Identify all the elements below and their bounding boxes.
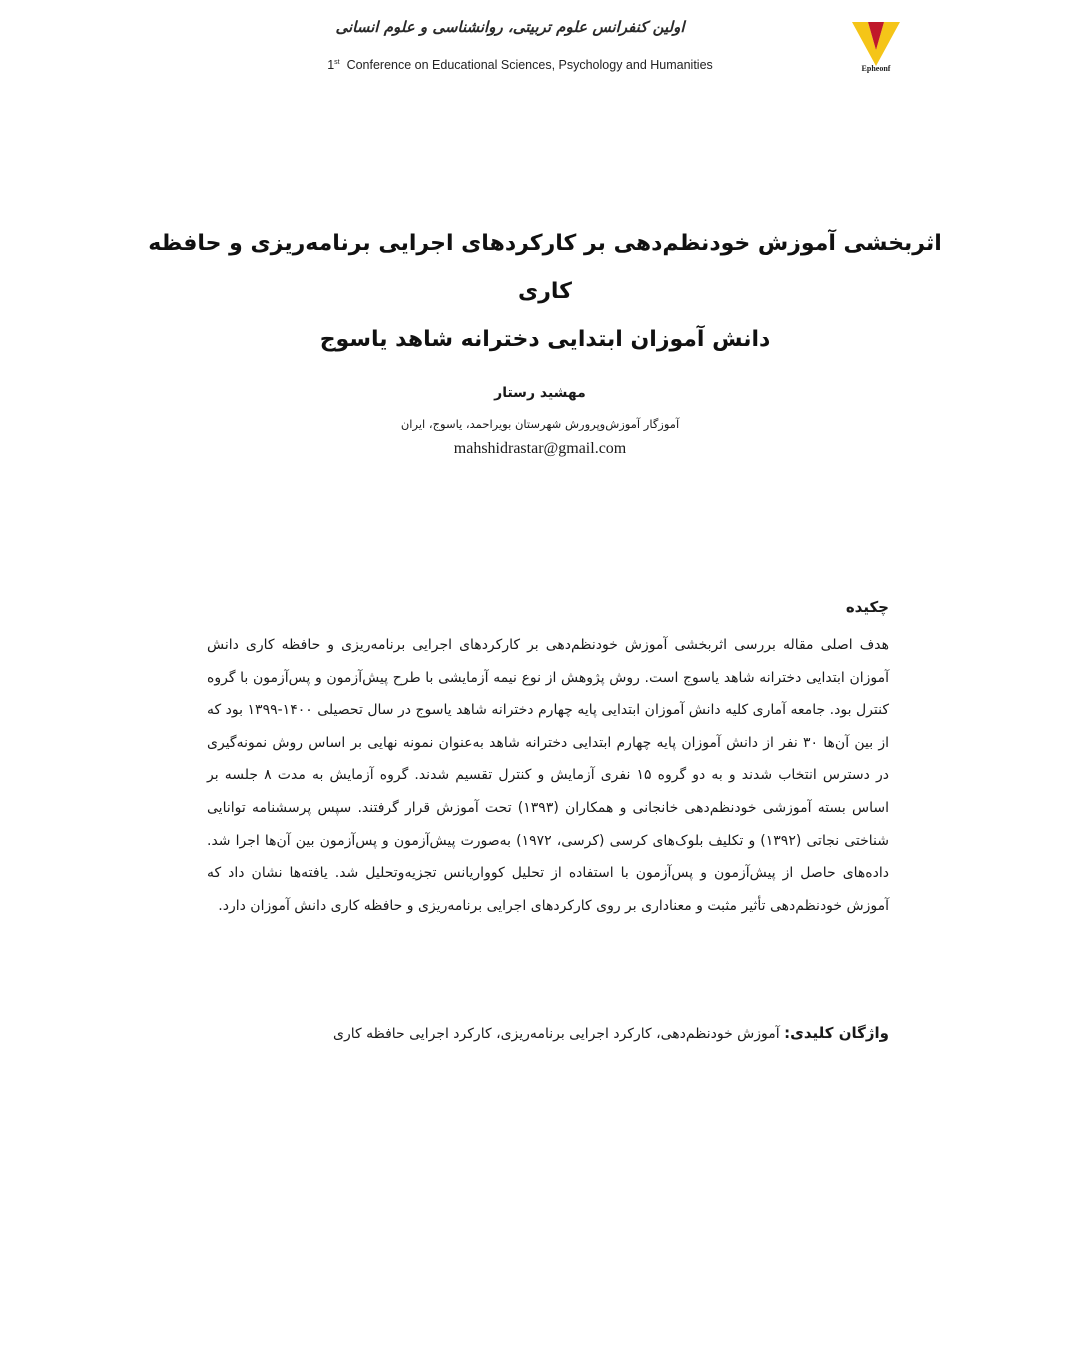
abstract-text: هدف اصلی مقاله بررسی اثربخشی آموزش خودنظم‌دهی بر کارکردهای اجرایی برنامه‌ریزی و حافظه کاری دانش آموزان ابتدایی دخترانه شاهد یاسوج است. روش پژوهش از نوع نیمه آزمایشی با طرح پیش‌آزمون و پس‌آزمون با گروه کنترل بود. جامعه آماری کلیه دانش آموزان ابتدایی پایه چهارم دخترانه شاهد یاسوج در سال تحصیلی ۱۴۰۰-۱۳۹۹ بود که از بین آن‌ها ۳۰ نفر از دانش آموزان پایه چهارم ابتدایی دخترانه شاهد به‌عنوان نمونه نهایی بر اساس روش نمونه‌گیری در دسترس انتخاب شدند و به دو گروه ۱۵ نفری آزمایش و کنترل تقسیم شدند. گروه آزمایش به مدت ۸ جلسه بر اساس بسته آموزشی خودنظم‌دهی خانجانی و همکاران (۱۳۹۳) تحت آموزش قرار گرفتند. سپس پرسشنامه توانایی شناختی نجاتی (۱۳۹۲) و تکلیف بلوک‌های کرسی (کرسی، ۱۹۷۲) به‌صورت پیش‌آزمون و پس‌آزمون بین آن‌ها اجرا شد. داده‌های حاصل از پیش‌آزمون و پس‌آزمون با استفاده از تحلیل کوواریانس تجزیه‌وتحلیل شد. یافته‌ها نشان داد که آموزش خودنظم‌دهی تأثیر مثبت و معناداری بر روی کارکردهای اجرایی برنامه‌ریزی و حافظه کاری دانش آموزان دارد. [207, 637, 889, 914]
keywords-text: آموزش خودنظم‌دهی، کارکرد اجرایی برنامه‌ریزی، کارکرد اجرایی حافظه کاری [332, 1026, 780, 1042]
conference-title-en [220, 58, 820, 72]
keywords-label: واژگان کلیدی: [784, 1024, 889, 1042]
title-line-1: اثربخشی آموزش خودنظم‌دهی بر کارکردهای اجرایی برنامه‌ریزی و حافظه کاری [148, 231, 942, 304]
title-line-2: دانش آموزان ابتدایی دخترانه شاهد یاسوج [319, 327, 771, 352]
conference-number: 1 [327, 58, 335, 72]
paper-title [120, 220, 970, 364]
author-name: مهشید رستار [494, 385, 586, 401]
keywords [207, 1018, 889, 1049]
conference-ordinal: st [334, 58, 340, 66]
logo-text: Epheonf [861, 64, 891, 73]
author-affiliation: آموزگار آموزش‌وپرورش شهرستان بویراحمد، یاسوج، ایران [400, 417, 680, 431]
conference-name-en: Conference on Educational Sciences, Psychology and Humanities [346, 58, 713, 72]
page-header [0, 0, 1079, 100]
author-email: mahshidrastar@gmail.com [453, 440, 627, 457]
conference-title-fa: اولین کنفرانس علوم تربیتی، روانشناسی و علوم انسانی [335, 18, 685, 36]
abstract-heading: چکیده [845, 598, 889, 616]
